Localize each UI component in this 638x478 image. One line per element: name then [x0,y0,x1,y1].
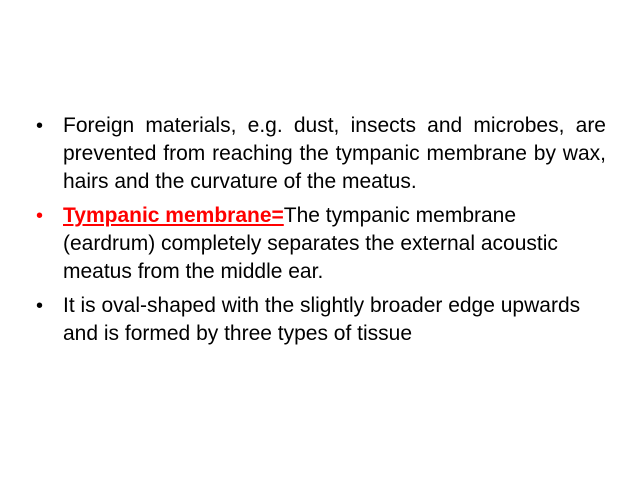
bullet-item-foreign-materials [36,112,606,196]
bullet-text: Foreign materials, e.g. dust, insects and microbes, are prevented from reaching the tympanic membrane by wax, hairs and the curvature of the meatus. [63,114,606,193]
bullet-marker: • [36,115,44,137]
term-separator: = [271,204,284,227]
bullet-text: It is oval-shaped with the slightly broader edge upwards and is formed by three types of tissue [63,294,581,345]
bullet-marker: • [36,205,44,227]
bullet-item-oval-shaped [36,292,606,348]
bullet-marker: • [36,295,44,317]
highlighted-term: Tympanic membrane [63,204,272,227]
bullet-text: The tympanic membrane (eardrum) completely separates the external acoustic meatus from the middle ear. [63,204,558,283]
bullet-item-tympanic-membrane [36,202,606,286]
bullet-list [36,112,606,354]
